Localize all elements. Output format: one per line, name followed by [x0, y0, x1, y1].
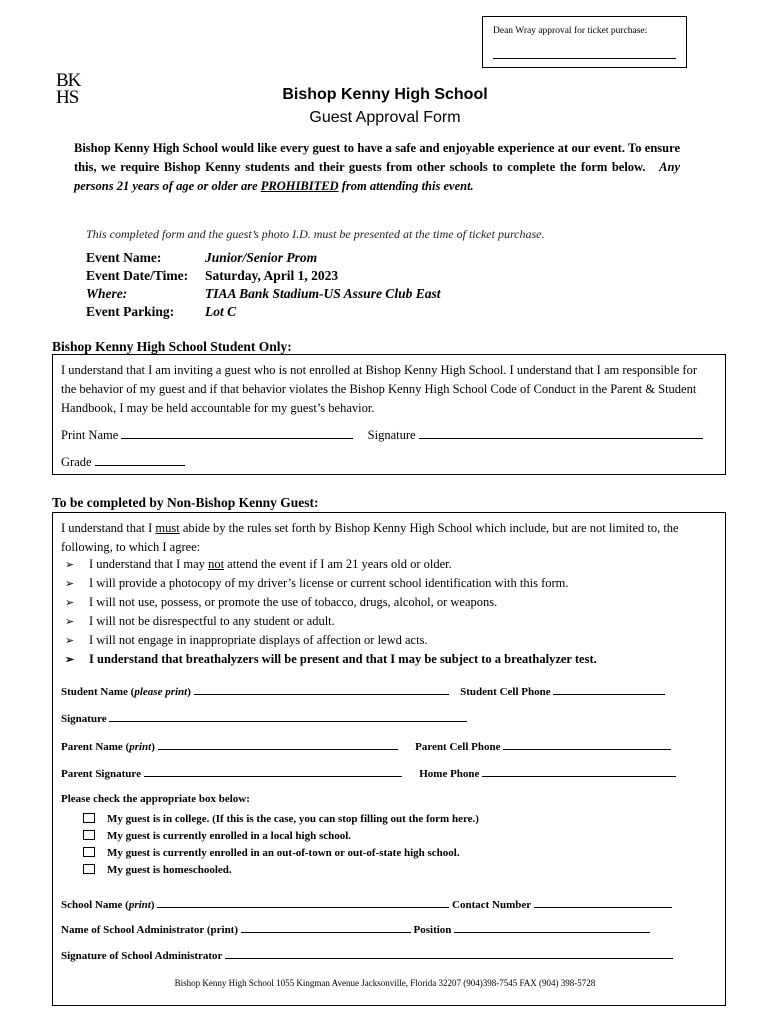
rule-2-text: I will provide a photocopy of my driver’s license or current school identification with this form. — [89, 576, 569, 590]
admin-name-label: Name of School Administrator (print) — [61, 924, 239, 936]
guest-intro-end: abide by the rules set forth by Bishop Kenny High School which include, but are not limited to, the following, to which I agree: — [61, 521, 679, 554]
admin-name-field[interactable] — [241, 922, 411, 933]
arrow-bullet-icon: ➢ — [65, 597, 75, 609]
guest-rule-3 — [65, 595, 497, 610]
student-signature-label: Signature — [367, 428, 416, 442]
parent-signature-field[interactable] — [144, 766, 402, 777]
student-section-heading: Bishop Kenny High School Student Only: — [52, 339, 292, 354]
event-name-value: Junior/Senior Prom — [205, 250, 318, 265]
arrow-bullet-icon: ➢ — [65, 616, 75, 628]
student-name-close: ) — [187, 686, 191, 698]
rule-3-text: I will not use, possess, or promote the use of tobacco, drugs, alcohol, or weapons. — [89, 595, 498, 609]
student-cell-field[interactable] — [553, 684, 665, 695]
intro-age-warning-start: Any persons 21 years of age or older are — [74, 160, 681, 193]
event-parking-label: Event Parking: — [86, 304, 175, 319]
parent-name-label: Parent Name ( — [61, 741, 130, 753]
rule-1-end: attend the event if I am 21 years old or older. — [224, 557, 452, 571]
guest-section-box — [52, 512, 726, 1006]
checkbox-local-high-school[interactable] — [83, 830, 95, 840]
parent-cell-field[interactable] — [503, 739, 671, 750]
student-print-name-row — [61, 428, 703, 443]
checkbox-row-out-of-town[interactable] — [83, 847, 460, 859]
school-name-label: School Name ( — [61, 899, 129, 911]
school-title: Bishop Kenny High School — [282, 86, 488, 103]
checkbox-out-of-town[interactable] — [83, 847, 95, 857]
checkbox-college-label: My guest is in college. (If this is the case, you can stop filling out the form here.) — [107, 813, 479, 825]
student-signature-field[interactable] — [419, 428, 703, 439]
parent-name-field[interactable] — [158, 739, 398, 750]
arrow-bullet-icon: ➢ — [65, 635, 75, 647]
arrow-bullet-icon: ➢ — [65, 578, 75, 590]
dean-approval-line[interactable] — [493, 58, 676, 59]
checkbox-homeschooled-label: My guest is homeschooled. — [107, 864, 232, 876]
guest-signature-label: Signature — [61, 713, 107, 725]
form-subtitle: Guest Approval Form — [309, 109, 461, 126]
school-name-row — [61, 897, 672, 911]
print-name-field[interactable] — [121, 428, 353, 439]
checkbox-homeschooled[interactable] — [83, 864, 95, 874]
student-name-row — [61, 684, 665, 698]
admin-signature-label: Signature of School Administrator — [61, 950, 223, 962]
intro-prohibited: PROHIBITED — [260, 179, 339, 193]
school-name-close: ) — [150, 899, 155, 911]
guest-rule-4 — [65, 614, 335, 629]
student-name-field[interactable] — [194, 684, 449, 695]
intro-text: Bishop Kenny High School would like every guest to have a safe and enjoyable experience at our event. To ensure this, we require Bishop Kenny students and their guests from other schools to complete the form below. — [74, 141, 680, 174]
student-name-hint: please print — [134, 686, 188, 698]
student-name-label: Student Name ( — [61, 686, 135, 698]
print-name-label: Print Name — [61, 428, 119, 442]
guest-intro — [61, 519, 715, 557]
event-where-value: TIAA Bank Stadium-US Assure Club East — [205, 286, 441, 301]
guest-rule-6 — [65, 652, 597, 667]
rule-1-start: I understand that I may — [89, 557, 209, 571]
intro-age-warning-end: from attending this event. — [338, 179, 474, 193]
checkbox-row-college[interactable] — [83, 813, 479, 825]
parent-cell-label: Parent Cell Phone — [415, 741, 501, 753]
position-field[interactable] — [454, 922, 650, 933]
event-where-label: Where: — [86, 286, 128, 301]
student-grade-row — [61, 455, 185, 470]
event-datetime-label: Event Date/Time: — [86, 268, 189, 283]
parent-signature-row — [61, 766, 676, 780]
parent-name-row — [61, 739, 671, 753]
school-name-field[interactable] — [157, 897, 449, 908]
rule-1-not: not — [208, 557, 225, 571]
admin-signature-row — [61, 948, 673, 962]
photo-id-note: This completed form and the guest’s photo I.D. must be presented at the time of ticket purchase. — [86, 227, 545, 241]
guest-rule-1 — [65, 557, 452, 572]
logo-line-2: HS — [56, 87, 79, 108]
arrow-bullet-icon: ➢ — [65, 559, 75, 571]
guest-signature-field[interactable] — [109, 711, 467, 722]
checkbox-college[interactable] — [83, 813, 95, 823]
guest-rule-5 — [65, 633, 428, 648]
grade-label: Grade — [61, 455, 92, 469]
contact-number-label: Contact Number — [452, 899, 531, 911]
school-name-hint: print — [128, 899, 151, 911]
school-address-footer: Bishop Kenny High School 1055 Kingman Avenue Jacksonville, Florida 32207 (904)398-7545 FAX (904) 398-5728 — [174, 978, 596, 988]
checkbox-local-label: My guest is currently enrolled in a local high school. — [107, 830, 352, 842]
home-phone-field[interactable] — [482, 766, 676, 777]
guest-intro-start: I understand that I — [61, 521, 156, 535]
parent-signature-label: Parent Signature — [61, 768, 141, 780]
dean-approval-label: Dean Wray approval for ticket purchase: — [493, 26, 648, 36]
event-name-label: Event Name: — [86, 250, 162, 265]
admin-name-row — [61, 922, 650, 936]
logo-line-1: BK — [56, 70, 81, 91]
parent-name-close: ) — [151, 741, 155, 753]
checkbox-out-of-town-label: My guest is currently enrolled in an out-of-town or out-of-state high school. — [107, 847, 460, 859]
checkbox-row-local[interactable] — [83, 830, 351, 842]
guest-section-heading: To be completed by Non-Bishop Kenny Guest: — [52, 495, 319, 510]
dean-approval-box — [482, 16, 687, 68]
student-cell-label: Student Cell Phone — [460, 686, 551, 698]
position-label: Position — [413, 924, 452, 936]
rule-6-text: I understand that breathalyzers will be present and that I may be subject to a breathalyzer test. — [89, 652, 597, 666]
check-instruction: Please check the appropriate box below: — [61, 793, 250, 805]
student-statement: I understand that I am inviting a guest who is not enrolled at Bishop Kenny High School. I understand that I am responsible for the behavior of my guest and if that behavior violates the Bishop Kenny High School Code of Conduct in the Parent & Student Handbook, I may be held accountable for my guest’s behavior. — [61, 363, 697, 415]
parent-name-hint: print — [129, 741, 152, 753]
guest-intro-must: must — [155, 521, 180, 535]
guest-rule-2 — [65, 576, 569, 591]
event-datetime-value: Saturday, April 1, 2023 — [205, 268, 339, 283]
intro-paragraph — [74, 139, 680, 196]
student-section-box — [52, 354, 726, 475]
admin-signature-field[interactable] — [225, 948, 673, 959]
event-parking-value: Lot C — [205, 304, 237, 319]
grade-field[interactable] — [95, 455, 185, 466]
rule-5-text: I will not engage in inappropriate displays of affection or lewd acts. — [89, 633, 428, 647]
contact-number-field[interactable] — [534, 897, 672, 908]
arrow-bullet-icon: ➢ — [65, 654, 75, 666]
rule-4-text: I will not be disrespectful to any student or adult. — [89, 614, 335, 628]
home-phone-label: Home Phone — [419, 768, 480, 780]
guest-signature-row — [61, 711, 467, 725]
checkbox-row-homeschooled[interactable] — [83, 864, 232, 876]
